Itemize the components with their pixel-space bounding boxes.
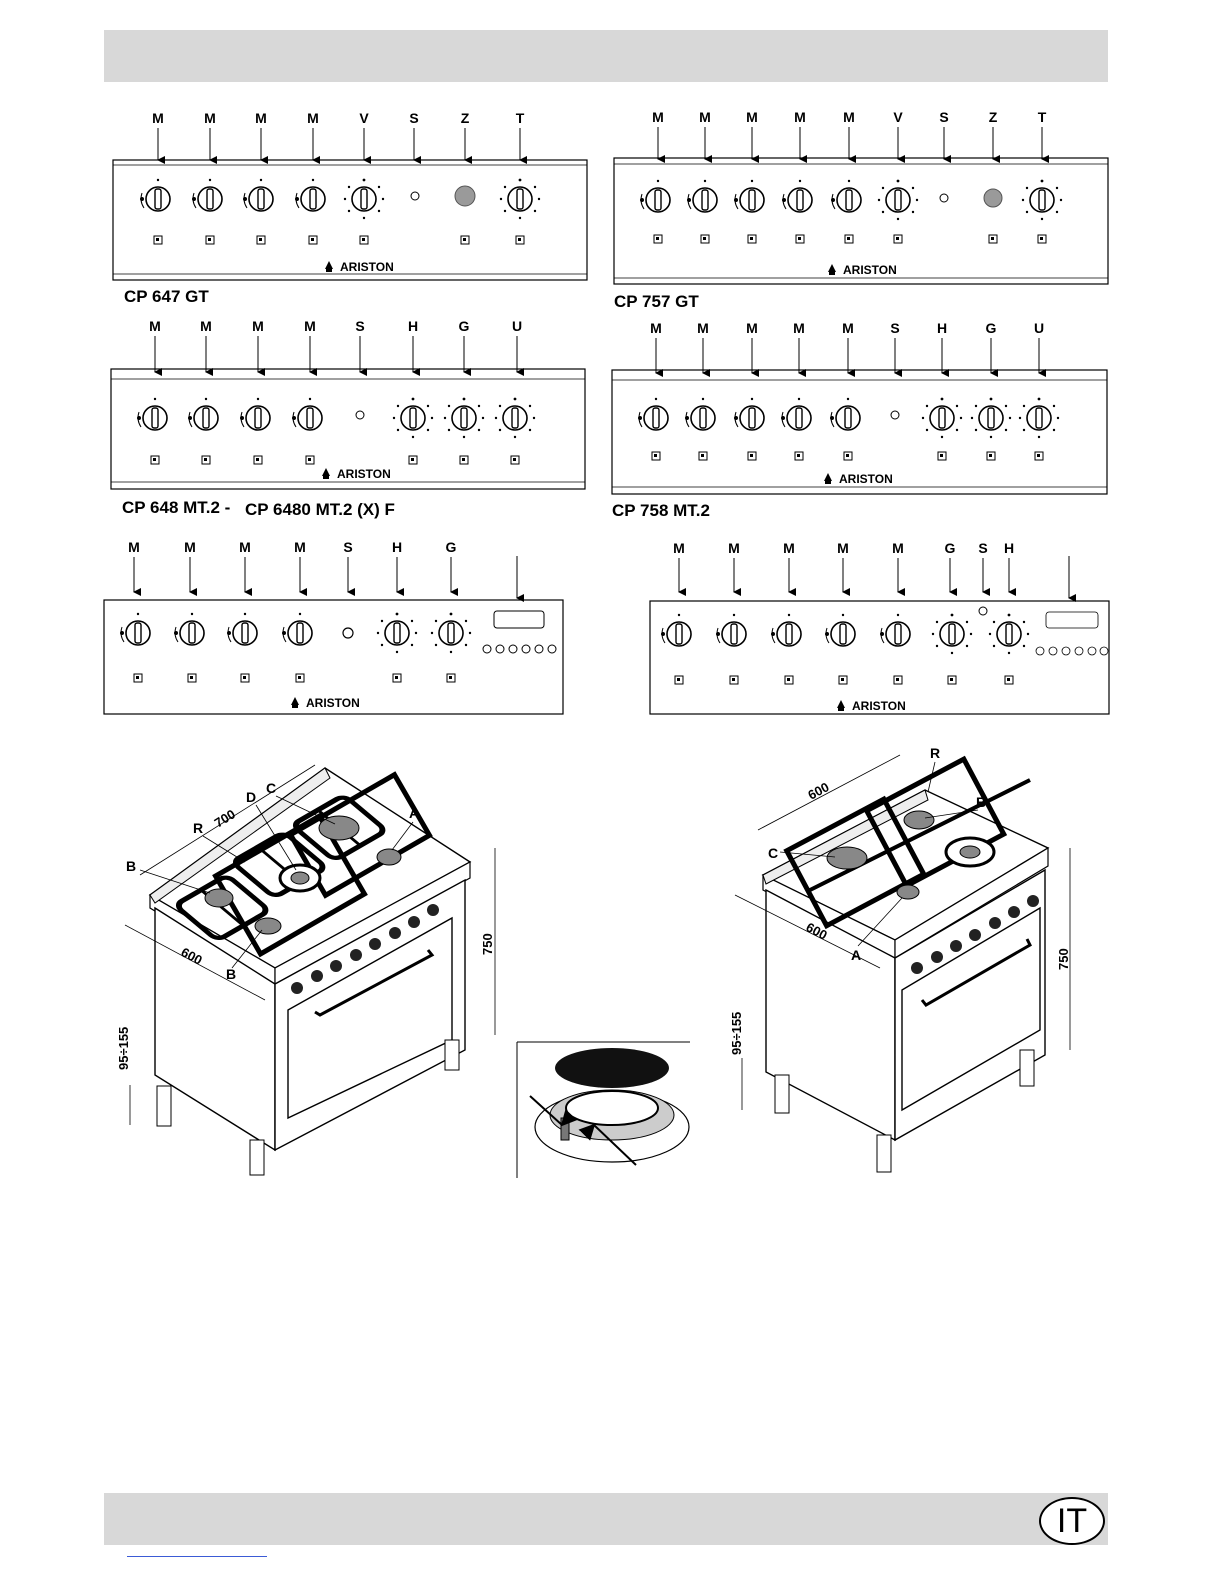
part-label-a: A xyxy=(851,947,862,963)
cooker-left-illustration xyxy=(116,765,495,1175)
callout-label-h: H xyxy=(407,318,419,334)
dimension-depth: 600 xyxy=(803,919,830,943)
callout-label-z: Z xyxy=(988,109,998,125)
callout-label-m: M xyxy=(255,110,267,126)
callout-label-m: M xyxy=(128,539,140,555)
callout-label-m: M xyxy=(239,539,251,555)
panel-cp758mt2 xyxy=(612,320,1107,520)
callout-label-s: S xyxy=(890,320,900,336)
part-label-c: C xyxy=(266,780,277,796)
callout-label-m: M xyxy=(728,540,740,556)
part-label-r: R xyxy=(193,820,204,836)
panel-cp647gt xyxy=(113,110,587,306)
callout-label-m: M xyxy=(673,540,685,556)
callout-label-g: G xyxy=(944,540,956,556)
callout-label-s: S xyxy=(978,540,988,556)
model-caption: CP 647 GT xyxy=(124,287,209,306)
part-label-d: D xyxy=(246,789,257,805)
callout-label-t: T xyxy=(515,110,525,126)
callout-label-u: U xyxy=(1033,320,1045,336)
part-label-r: R xyxy=(930,745,941,761)
brand-logo: ARISTON xyxy=(337,467,391,481)
part-label-c: C xyxy=(768,845,779,861)
callout-label-m: M xyxy=(842,320,854,336)
panel-six xyxy=(650,540,1109,714)
part-label-b: B xyxy=(126,858,137,874)
callout-label-m: M xyxy=(697,320,709,336)
callout-label-m: M xyxy=(184,539,196,555)
panel-cp757gt xyxy=(614,109,1108,311)
callout-label-m: M xyxy=(200,318,212,334)
callout-label-g: G xyxy=(458,318,470,334)
callout-label-h: H xyxy=(391,539,403,555)
callout-label-m: M xyxy=(252,318,264,334)
model-caption-alt: CP 6480 MT.2 (X) F xyxy=(245,500,395,519)
dimension-width: 600 xyxy=(805,779,832,803)
callout-label-m: M xyxy=(746,109,758,125)
callout-label-m: M xyxy=(746,320,758,336)
footer-underline xyxy=(127,1556,267,1557)
brand-logo: ARISTON xyxy=(340,260,394,274)
callout-label-m: M xyxy=(294,539,306,555)
callout-label-t: T xyxy=(1037,109,1047,125)
footer-band xyxy=(104,1493,1108,1545)
callout-label-v: V xyxy=(893,109,903,125)
callout-label-s: S xyxy=(409,110,419,126)
burner-detail-illustration xyxy=(517,1042,690,1178)
callout-label-s: S xyxy=(343,539,353,555)
callout-label-m: M xyxy=(843,109,855,125)
dimension-height: 750 xyxy=(1056,948,1071,970)
callout-label-m: M xyxy=(650,320,662,336)
panel-five xyxy=(104,539,563,714)
callout-label-z: Z xyxy=(460,110,470,126)
callout-label-u: U xyxy=(511,318,523,334)
brand-logo: ARISTON xyxy=(852,699,906,713)
part-label-a: A xyxy=(409,805,420,821)
brand-logo: ARISTON xyxy=(306,696,360,710)
callout-label-m: M xyxy=(307,110,319,126)
dimension-height: 750 xyxy=(480,933,495,955)
cooker-right-illustration xyxy=(729,745,1071,1172)
callout-label-m: M xyxy=(892,540,904,556)
callout-label-m: M xyxy=(149,318,161,334)
dimension-depth: 600 xyxy=(178,944,205,968)
callout-label-g: G xyxy=(985,320,997,336)
callout-label-s: S xyxy=(355,318,365,334)
callout-label-m: M xyxy=(152,110,164,126)
model-caption: CP 757 GT xyxy=(614,292,699,311)
panel-cp648mt2 xyxy=(111,318,585,519)
model-caption: CP 758 MT.2 xyxy=(612,501,710,520)
callout-label-m: M xyxy=(794,109,806,125)
part-label-b: B xyxy=(976,794,987,810)
model-caption: CP 648 MT.2 - xyxy=(122,498,231,517)
callout-label-m: M xyxy=(783,540,795,556)
language-badge: IT xyxy=(1039,1497,1105,1545)
callout-label-m: M xyxy=(204,110,216,126)
callout-label-m: M xyxy=(837,540,849,556)
part-label-b2: B xyxy=(226,966,237,982)
dimension-feet: 95÷155 xyxy=(729,1011,744,1055)
callout-label-g: G xyxy=(445,539,457,555)
dimension-width: 700 xyxy=(211,806,238,831)
callout-label-m: M xyxy=(304,318,316,334)
callout-label-m: M xyxy=(793,320,805,336)
callout-label-v: V xyxy=(359,110,369,126)
callout-label-h: H xyxy=(1003,540,1015,556)
callout-label-m: M xyxy=(699,109,711,125)
callout-label-h: H xyxy=(936,320,948,336)
dimension-feet: 95÷155 xyxy=(116,1026,131,1070)
brand-logo: ARISTON xyxy=(839,472,893,486)
callout-label-s: S xyxy=(939,109,949,125)
brand-logo: ARISTON xyxy=(843,263,897,277)
callout-label-m: M xyxy=(652,109,664,125)
